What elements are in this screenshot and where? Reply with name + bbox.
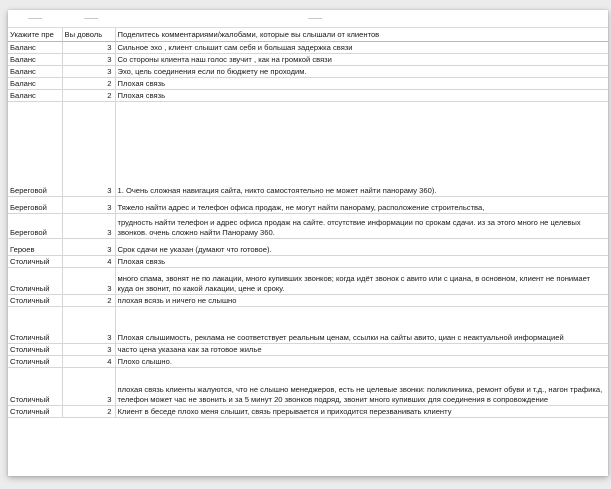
cell-comment[interactable]: Клиент в беседе плохо меня слышит, связь прерывается и приходится перезванивать клиенту	[115, 406, 608, 418]
cell-comment[interactable]: Срок сдачи не указан (думают что готовое).	[115, 239, 608, 256]
cell-comment[interactable]: часто цена указана как за готовое жилье	[115, 344, 608, 356]
header-cell-location[interactable]: Укажите пре	[8, 28, 62, 42]
cell-comment[interactable]: плохая всязь и ничего не слышно	[115, 295, 608, 307]
responses-table	[8, 28, 608, 418]
cell-location[interactable]: Столичный	[8, 368, 62, 406]
cell-score[interactable]: 4	[62, 356, 115, 368]
cell-location[interactable]: Баланс	[8, 66, 62, 78]
cell-location[interactable]: Столичный	[8, 344, 62, 356]
cell-comment[interactable]: Плохая слышимость, реклама не соответствует реальным ценам, ссылки на сайты авито, циан с неактуальной информацией	[115, 307, 608, 344]
cell-score[interactable]: 2	[62, 295, 115, 307]
table-row	[8, 54, 608, 66]
table-row	[8, 197, 608, 214]
cell-score[interactable]: 3	[62, 66, 115, 78]
cell-score[interactable]: 3	[62, 214, 115, 239]
cell-location[interactable]: Героев	[8, 239, 62, 256]
table-row	[8, 214, 608, 239]
cell-location[interactable]: Столичный	[8, 307, 62, 344]
table-row	[8, 307, 608, 344]
table-row	[8, 406, 608, 418]
cell-score[interactable]: 3	[62, 268, 115, 295]
cell-comment[interactable]: 1. Очень сложная навигация сайта, никто самостоятельно не может найти панораму 360).	[115, 102, 608, 197]
cell-score[interactable]: 3	[62, 102, 115, 197]
cell-comment[interactable]: Плохо слышно.	[115, 356, 608, 368]
cell-location[interactable]: Баланс	[8, 54, 62, 66]
cell-location[interactable]: Баланс	[8, 42, 62, 54]
header-cell-comments[interactable]: Поделитесь комментариями/жалобами, которые вы слышали от клиентов	[115, 28, 608, 42]
table-row	[8, 102, 608, 197]
cell-score[interactable]: 3	[62, 42, 115, 54]
table-row	[8, 239, 608, 256]
cell-comment[interactable]: Плохая связь	[115, 256, 608, 268]
cell-score[interactable]: 3	[62, 197, 115, 214]
cell-comment[interactable]: плохая связь клиенты жалуются, что не слышно менеджеров, есть не целевые звонки: поликлиника, ремонт обуви и т.д., нагон трафика, телефон может час не звонить и за 5 минут 20 звонков подряд, звонит много купивших для соединения в сопровождение	[115, 368, 608, 406]
spreadsheet-view	[8, 10, 608, 476]
cell-score[interactable]: 2	[62, 78, 115, 90]
cell-score[interactable]: 2	[62, 90, 115, 102]
cell-location[interactable]: Столичный	[8, 356, 62, 368]
table-row	[8, 356, 608, 368]
header-cell-satisfaction[interactable]: Вы доволь	[62, 28, 115, 42]
table-row	[8, 78, 608, 90]
cell-score[interactable]: 2	[62, 406, 115, 418]
table-row	[8, 42, 608, 54]
cell-location[interactable]: Столичный	[8, 406, 62, 418]
cell-score[interactable]: 3	[62, 307, 115, 344]
cell-location[interactable]: Столичный	[8, 256, 62, 268]
cell-location[interactable]: Баланс	[8, 90, 62, 102]
cell-comment[interactable]: Плохая связь	[115, 78, 608, 90]
table-row	[8, 256, 608, 268]
cell-location[interactable]: Береговой	[8, 102, 62, 197]
cell-location[interactable]: Столичный	[8, 295, 62, 307]
cell-location[interactable]: Столичный	[8, 268, 62, 295]
cell-comment[interactable]: Плохая связь	[115, 90, 608, 102]
header-row	[8, 28, 608, 42]
cell-score[interactable]: 3	[62, 54, 115, 66]
cell-location[interactable]: Береговой	[8, 197, 62, 214]
cell-comment[interactable]: много спама, звонят не по лакации, много купивших звонков; когда идёт звонок с авито или с циана, в основном, клиент не понимает куда он звонит, по какой лакации, цене и сроку.	[115, 268, 608, 295]
cell-score[interactable]: 3	[62, 239, 115, 256]
cell-comment[interactable]: трудность найти телефон и адрес офиса продаж на сайте. отсутствие информации по срокам сдачи. из за этого много не целевых звонков. очень сложно найти Панораму 360.	[115, 214, 608, 239]
cell-comment[interactable]: Эхо, цель соединения если по бюджету не проходим.	[115, 66, 608, 78]
table-row	[8, 368, 608, 406]
table-row	[8, 66, 608, 78]
cell-comment[interactable]: Сильное эхо , клиент слышит сам себя и большая задержка связи	[115, 42, 608, 54]
table-row	[8, 90, 608, 102]
table-row	[8, 295, 608, 307]
cell-score[interactable]: 4	[62, 256, 115, 268]
column-header-strip	[8, 10, 608, 28]
cell-location[interactable]: Береговой	[8, 214, 62, 239]
cell-comment[interactable]: Тяжело найти адрес и телефон офиса продаж, не могут найти панораму, расположение строительства,	[115, 197, 608, 214]
cell-score[interactable]: 3	[62, 368, 115, 406]
cell-location[interactable]: Баланс	[8, 78, 62, 90]
cell-score[interactable]: 3	[62, 344, 115, 356]
cell-comment[interactable]: Со стороны клиента наш голос звучит , как на громкой связи	[115, 54, 608, 66]
table-row	[8, 268, 608, 295]
table-row	[8, 344, 608, 356]
